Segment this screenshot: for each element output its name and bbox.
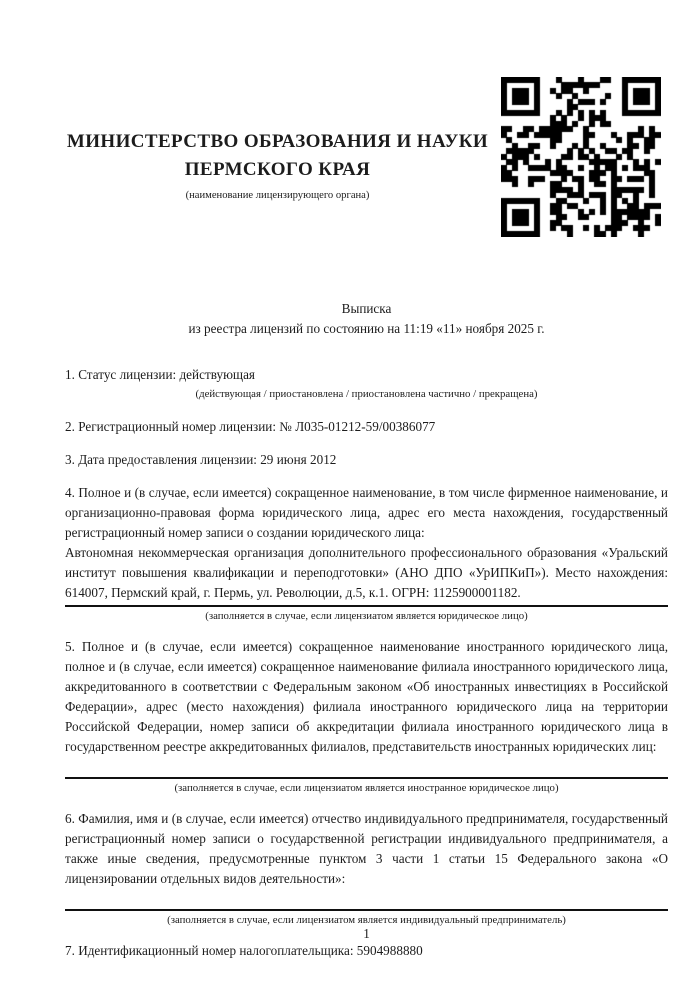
field-legal-entity-value: Автономная некоммерческая организация дополнительного профессионального образования «Уральский институт повышения квалификации и переподготовки» (АНО ДПО «УрИПКиП»). Место нахождения: 614007, Пермский край, г. Пермь, ул. Революции, д.5, к.1. ОГРН: 1125900001182. <box>65 545 668 600</box>
field-grant-date-text: 3. Дата предоставления лицензии: 29 июня 2012 <box>65 452 337 467</box>
field-entrepreneur-caption: (заполняется в случае, если лицензиатом является индивидуальный предприниматель) <box>167 914 566 926</box>
ministry-name-line2: ПЕРМСКОГО КРАЯ <box>184 159 371 180</box>
field-license-status-text: 1. Статус лицензии: действующая <box>65 367 256 382</box>
field-foreign-entity-caption: (заполняется в случае, если лицензиатом является иностранное юридическое лицо) <box>174 782 559 794</box>
field-taxpayer-id <box>65 941 668 961</box>
ministry-name-line1: МИНИСТЕРСТВО ОБРАЗОВАНИЯ И НАУКИ <box>66 131 489 152</box>
field-taxpayer-id-text: 7. Идентификационный номер налогоплательщика: 5904988880 <box>65 943 423 958</box>
field-grant-date <box>65 450 668 470</box>
field-entrepreneur-text: 6. Фамилия, имя и (в случае, если имеется) отчество индивидуального предпринимателя, государственный регистрационный номер записи о государственной регистрации индивидуального предпринимателя, а также иные сведения, предусмотренные пунктом 3 части 1 статьи 15 Федерального закона «О лицензировании отдельных видов деятельности»: <box>65 811 668 886</box>
field-legal-entity-caption: (заполняется в случае, если лицензиатом является юридическое лицо) <box>205 610 528 622</box>
qr-code <box>501 77 661 237</box>
document-title <box>65 299 668 339</box>
field-foreign-entity-text: 5. Полное и (в случае, если имеется) сокращенное наименование иностранного юридического лица, полное и (в случае, если имеется) сокращенное наименование филиала иностранного юридического лица, аккредитованного в соответствии с Федеральным законом «Об иностранных инвестициях в Российской Федерации», адрес (место нахождения) филиала иностранного юридического лица на территории Российской Федерации, номер записи об аккредитации филиала иностранного юридического лица в государственном реестре аккредитованных филиалов, представительств иностранных юридических лиц: <box>65 639 668 754</box>
document-body <box>65 299 668 961</box>
blank-value-space <box>65 889 668 907</box>
licensing-authority-header <box>65 128 490 203</box>
field-registration-number <box>65 417 668 437</box>
field-entrepreneur <box>65 809 668 928</box>
document-title-line2: из реестра лицензий по состоянию на 11:19 «11» ноября 2025 г. <box>188 321 545 336</box>
field-registration-number-text: 2. Регистрационный номер лицензии: № Л035-01212-59/00386077 <box>65 419 436 434</box>
field-legal-entity-text: 4. Полное и (в случае, если имеется) сокращенное наименование, в том числе фирменное наименование, и организационно-правовая форма юридического лица, адрес его места нахождения, государственный регистрационный номер записи о создании юридического лица: <box>65 485 668 540</box>
field-license-status <box>65 365 668 402</box>
blank-value-space <box>65 757 668 775</box>
field-legal-entity <box>65 483 668 624</box>
ministry-name-caption: (наименование лицензирующего органа) <box>185 190 370 201</box>
page-number: 1 <box>363 926 370 941</box>
field-foreign-entity <box>65 637 668 796</box>
field-license-status-caption: (действующая / приостановлена / приостановлена частично / прекращена) <box>195 388 538 400</box>
document-title-line1: Выписка <box>341 301 392 316</box>
